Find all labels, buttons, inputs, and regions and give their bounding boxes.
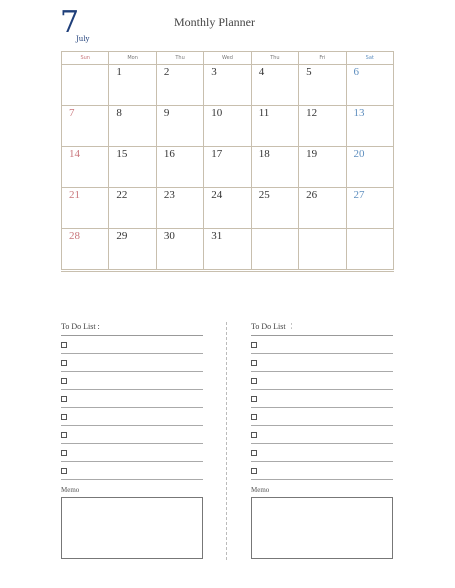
calendar-day-cell[interactable] [299, 229, 346, 271]
calendar-day-cell[interactable]: 5 [299, 65, 346, 106]
calendar-day-cell[interactable]: 10 [204, 106, 251, 147]
memo-box[interactable] [61, 497, 203, 559]
todo-item[interactable] [61, 462, 203, 480]
calendar-grid [61, 51, 394, 272]
calendar-day-cell[interactable]: 13 [346, 106, 393, 147]
calendar-day-cell[interactable]: 6 [346, 65, 393, 106]
todo-list-left [61, 321, 203, 559]
todo-list-right [251, 321, 393, 559]
calendar-day-cell[interactable]: 19 [299, 147, 346, 188]
calendar-day-cell[interactable]: 14 [62, 147, 109, 188]
calendar-day-cell[interactable]: 15 [109, 147, 156, 188]
checkbox-icon[interactable] [61, 450, 67, 456]
calendar-day-cell[interactable]: 18 [251, 147, 298, 188]
calendar-day-cell[interactable]: 11 [251, 106, 298, 147]
checkbox-icon[interactable] [61, 360, 67, 366]
calendar-day-cell[interactable]: 17 [204, 147, 251, 188]
memo-label: Memo [251, 486, 270, 494]
todo-item[interactable] [251, 390, 393, 408]
todo-item[interactable] [61, 426, 203, 444]
calendar-day-cell[interactable]: 8 [109, 106, 156, 147]
calendar-week-row [62, 65, 394, 106]
month-number: 7 [60, 5, 80, 40]
calendar-day-cell[interactable]: 2 [156, 65, 203, 106]
checkbox-icon[interactable] [251, 450, 257, 456]
todo-item[interactable] [251, 426, 393, 444]
todo-items [251, 336, 393, 480]
calendar-day-cell[interactable]: 29 [109, 229, 156, 271]
weekday-header-row [62, 52, 394, 65]
weekday-sat: Sat [346, 52, 393, 65]
todo-item[interactable] [251, 372, 393, 390]
todo-header: To Do List : [61, 321, 203, 336]
checkbox-icon[interactable] [61, 396, 67, 402]
calendar-day-cell[interactable]: 31 [204, 229, 251, 271]
month-name: July [76, 35, 90, 43]
weekday-sun: Sun [62, 52, 109, 65]
calendar-day-cell[interactable]: 23 [156, 188, 203, 229]
calendar-day-cell[interactable]: 7 [62, 106, 109, 147]
memo-box[interactable] [251, 497, 393, 559]
memo-label: Memo [61, 486, 80, 494]
calendar-day-cell[interactable]: 20 [346, 147, 393, 188]
calendar-day-cell[interactable]: 21 [62, 188, 109, 229]
todo-item[interactable] [251, 336, 393, 354]
todo-item[interactable] [61, 354, 203, 372]
checkbox-icon[interactable] [61, 432, 67, 438]
calendar-day-cell[interactable]: 30 [156, 229, 203, 271]
checkbox-icon[interactable] [251, 468, 257, 474]
todo-item[interactable] [61, 372, 203, 390]
calendar-week-row [62, 229, 394, 271]
weekday-wed: Wed [204, 52, 251, 65]
checkbox-icon[interactable] [61, 468, 67, 474]
checkbox-icon[interactable] [251, 378, 257, 384]
todo-item[interactable] [251, 354, 393, 372]
calendar-day-cell[interactable]: 24 [204, 188, 251, 229]
calendar-body [62, 65, 394, 271]
column-divider [226, 322, 227, 560]
calendar-day-cell[interactable] [251, 229, 298, 271]
todo-item[interactable] [61, 390, 203, 408]
checkbox-icon[interactable] [251, 396, 257, 402]
page-title: Monthly Planner [174, 15, 255, 29]
calendar-day-cell[interactable] [346, 229, 393, 271]
calendar-day-cell[interactable] [62, 65, 109, 106]
todo-items [61, 336, 203, 480]
calendar-week-row [62, 147, 394, 188]
checkbox-icon[interactable] [251, 414, 257, 420]
todo-header: To Do List ︰ [251, 321, 393, 336]
todo-item[interactable] [251, 462, 393, 480]
checkbox-icon[interactable] [251, 342, 257, 348]
checkbox-icon[interactable] [61, 414, 67, 420]
checkbox-icon[interactable] [61, 342, 67, 348]
todo-item[interactable] [61, 408, 203, 426]
checkbox-icon[interactable] [61, 378, 67, 384]
weekday-tue: Thu [156, 52, 203, 65]
checkbox-icon[interactable] [251, 432, 257, 438]
todo-item[interactable] [251, 408, 393, 426]
calendar-day-cell[interactable]: 12 [299, 106, 346, 147]
calendar-day-cell[interactable]: 28 [62, 229, 109, 271]
calendar-day-cell[interactable]: 16 [156, 147, 203, 188]
calendar-day-cell[interactable]: 27 [346, 188, 393, 229]
weekday-thu: Thu [251, 52, 298, 65]
todo-item[interactable] [61, 336, 203, 354]
calendar-day-cell[interactable]: 4 [251, 65, 298, 106]
calendar-day-cell[interactable]: 9 [156, 106, 203, 147]
todo-item[interactable] [251, 444, 393, 462]
calendar-day-cell[interactable]: 1 [109, 65, 156, 106]
checkbox-icon[interactable] [251, 360, 257, 366]
calendar-day-cell[interactable]: 22 [109, 188, 156, 229]
weekday-fri: Fri [299, 52, 346, 65]
calendar-day-cell[interactable]: 25 [251, 188, 298, 229]
todo-item[interactable] [61, 444, 203, 462]
weekday-mon: Mon [109, 52, 156, 65]
calendar-day-cell[interactable]: 3 [204, 65, 251, 106]
calendar-day-cell[interactable]: 26 [299, 188, 346, 229]
calendar-week-row [62, 188, 394, 229]
calendar-week-row [62, 106, 394, 147]
